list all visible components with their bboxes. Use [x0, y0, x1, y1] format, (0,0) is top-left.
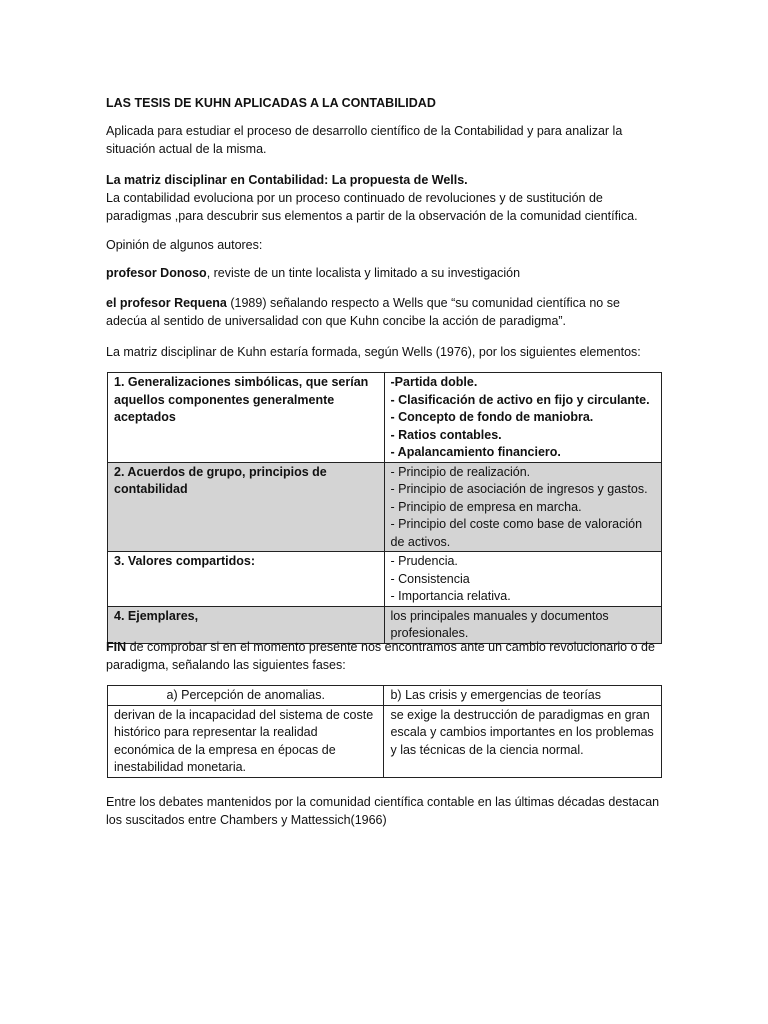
- list-item: - Principio de realización.: [390, 464, 531, 479]
- intro-text: para estudiar el proceso de desarrollo científico de la Contabilidad y para analizar la situación actual de la misma.: [106, 124, 623, 156]
- requena-name: el profesor Requena: [106, 296, 227, 310]
- phase-b-header: b) Las crisis y emergencias de teorías: [384, 686, 662, 706]
- matriz-paragraph: [106, 171, 662, 225]
- fin-paragraph: [106, 638, 662, 674]
- phase-a-header: a) Percepción de anomalias.: [108, 686, 384, 706]
- table-row: [108, 705, 662, 777]
- phase-a-cell: derivan de la incapacidad del sistema de coste histórico para representar la realidad económica de la empresa en épocas de inestabilidad monetaria.: [108, 705, 384, 777]
- row-label: 3. Valores compartidos:: [108, 552, 385, 607]
- table-row: [108, 552, 662, 607]
- fin-label: FIN: [106, 640, 127, 654]
- table-row: [108, 462, 662, 552]
- table-row: [108, 373, 662, 463]
- opinion-heading: Opinión de algunos autores:: [106, 238, 263, 252]
- list-item: -Partida doble.: [390, 375, 478, 389]
- row-label: 2. Acuerdos de grupo, principios de contabilidad: [108, 462, 385, 552]
- list-item: los principales manuales y documentos profesionales.: [390, 608, 609, 640]
- list-item: - Clasificación de activo en fijo y circulante.: [390, 392, 650, 407]
- table-header-row: [108, 686, 662, 706]
- donoso-paragraph: [106, 264, 662, 282]
- row-label: 4. Ejemplares,: [108, 606, 385, 643]
- donoso-name: profesor Donoso: [106, 266, 207, 280]
- list-item: - Consistencia: [390, 571, 470, 586]
- list-item: - Concepto de fondo de maniobra.: [390, 410, 594, 424]
- list-item: - Apalancamiento financiero.: [390, 445, 561, 459]
- row-items: [384, 373, 662, 463]
- document-title: LAS TESIS DE KUHN APLICADAS A LA CONTABILIDAD: [106, 96, 436, 110]
- list-item: - Importancia relativa.: [390, 589, 511, 603]
- row-items: [384, 552, 662, 607]
- list-item: - Principio del coste como base de valoración de activos.: [390, 517, 643, 549]
- matriz-text: La contabilidad evoluciona por un proceso continuado de revoluciones y de sustitución de paradigmas ,para descubrir sus elementos a partir de la observación de la comunidad científica.: [106, 191, 638, 223]
- list-item: - Prudencia.: [390, 554, 458, 568]
- intro-paragraph: [106, 122, 662, 158]
- requena-paragraph: [106, 294, 662, 330]
- requena-text: (1989) señalando respecto a Wells que “su comunidad científica no se adecúa al sentido de universalidad con que Kuhn concibe la acción de paradigma”.: [106, 296, 620, 328]
- row-items: [384, 462, 662, 552]
- closing-paragraph: Entre los debates mantenidos por la comunidad científica contable en las últimas décadas destacan los suscitados entre Chambers y Mattessich(1966): [106, 795, 660, 827]
- list-item: - Principio de asociación de ingresos y gastos.: [390, 482, 648, 496]
- fin-text: de comprobar si en el momento presente nos encontramos ante un cambio revolucionario o de paradigma, señalando las siguientes fases:: [106, 640, 655, 672]
- list-item: - Principio de empresa en marcha.: [390, 499, 582, 514]
- phase-b-cell: se exige la destrucción de paradigmas en gran escala y cambios importantes en los problemas y las técnicas de la ciencia normal.: [384, 705, 662, 777]
- donoso-text: , reviste de un tinte localista y limitado a su investigación: [206, 266, 521, 280]
- elements-table: [107, 372, 662, 644]
- intro-label: Aplicada: [106, 124, 154, 138]
- row-label: 1. Generalizaciones simbólicas, que serían aquellos componentes generalmente aceptados: [108, 373, 385, 463]
- wells-intro: La matriz disciplinar de Kuhn estaría formada, según Wells (1976), por los siguientes elementos:: [106, 345, 641, 359]
- phases-table: [107, 685, 662, 778]
- list-item: - Ratios contables.: [390, 427, 502, 442]
- matriz-heading: La matriz disciplinar en Contabilidad: La propuesta de Wells.: [106, 173, 468, 187]
